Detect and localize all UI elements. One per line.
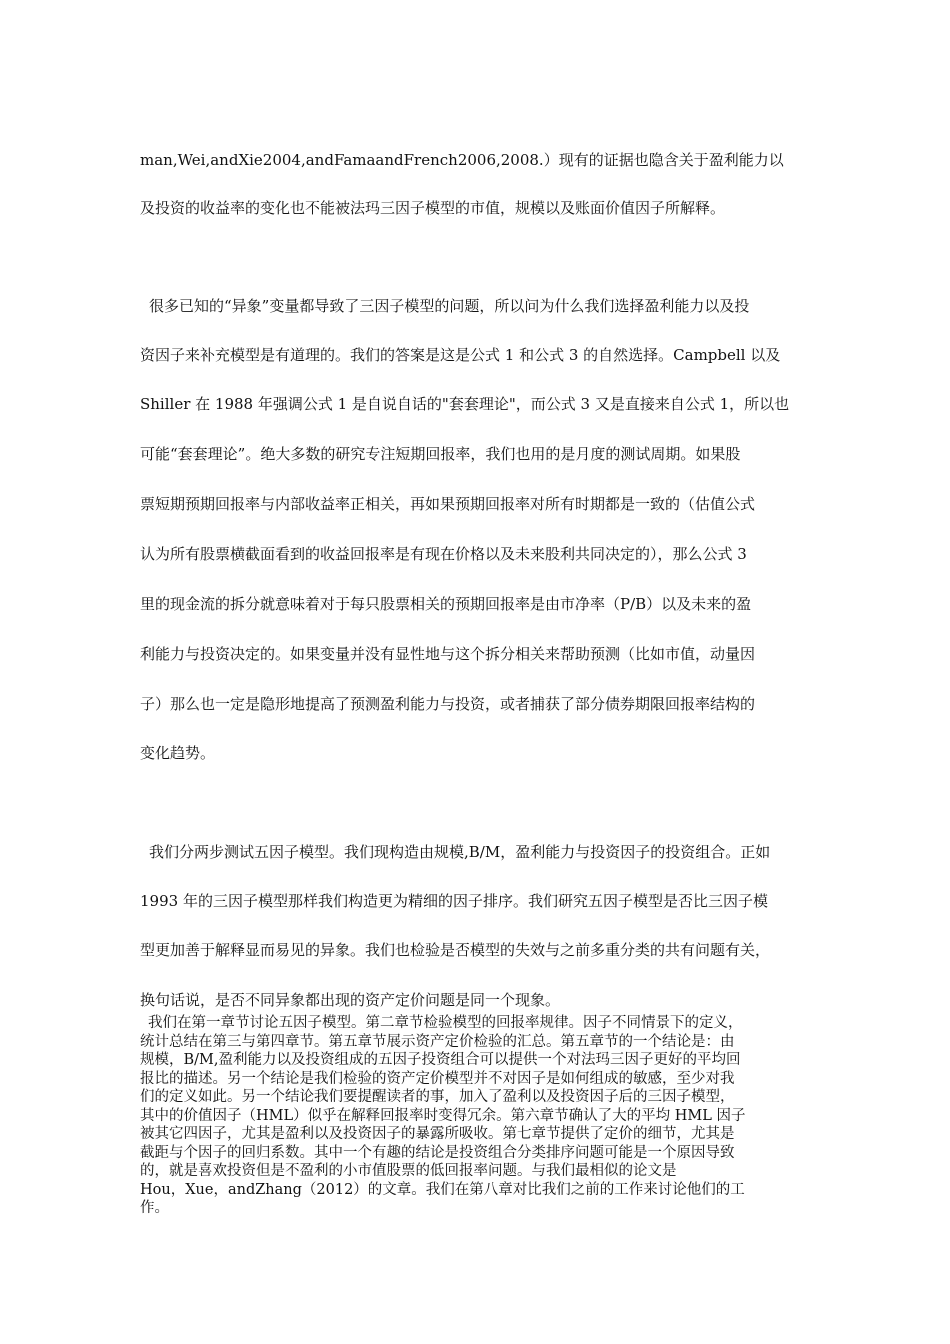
p3-line-4: 换句话说，是否不同异象都出现的资产定价问题是同一个现象。 [140,991,561,1009]
p4-line-9: 的，就是喜欢投资但是不盈利的小市值股票的低回报率问题。与我们最相似的论文是 [140,1163,677,1179]
p4-line-11: 作。 [140,1200,169,1216]
p4-line-6: 其中的价值因子（HML）似乎在解释回报率时变得冗余。第六章节确认了大的平均 HML 因子 [140,1107,746,1124]
p4-line-4: 报比的描述。另一个结论是我们检验的资产定价模型并不对因子是如何组成的敏感，至少对我 [140,1070,735,1087]
p2-line-10: 变化趋势。 [140,744,216,762]
p3-line-3: 型更加善于解释显而易见的异象。我们也检验是否模型的失效与之前多重分类的共有问题有关， [140,941,771,959]
p2-line-8: 利能力与投资决定的。如果变量并没有显性地与这个拆分相关来帮助预测（比如市值，动量因 [140,645,756,663]
p2-line-9: 子）那么也一定是隐形地提高了预测盈利能力与投资，或者捕获了部分债券期限回报率结构的 [140,695,756,713]
p2-line-1: 很多已知的“异象”变量都导致了三因子模型的问题，所以问为什么我们选择盈利能力以及投 [149,297,750,315]
p1-line-2: 及投资的收益率的变化也不能被法玛三因子模型的市值，规模以及账面价值因子所解释。 [140,199,726,217]
p2-line-7: 里的现金流的拆分就意味着对于每只股票相关的预期回报率是由市净率（P/B）以及未来的盈 [140,595,752,613]
p4-line-1: 我们在第一章节讨论五因子模型。第二章节检验模型的回报率规律。因子不同情景下的定义， [148,1015,743,1031]
p2-line-2: 资因子来补充模型是有道理的。我们的答案是这是公式 1 和公式 3 的自然选择。Campbell 以及 [140,346,781,364]
p2-line-6: 认为所有股票横截面看到的收益回报率是有现在价格以及未来股利共同决定的），那么公式 3 [140,545,747,563]
p4-block [140,1014,812,1218]
p2-line-3: Shiller 在 1988 年强调公式 1 是自说自话的"套套理论"，而公式 3 又是直接来自公式 1，所以也 [140,395,790,413]
p2-line-4: 可能“套套理论”。绝大多数的研究专注短期回报率，我们也用的是月度的测试周期。如果股 [140,445,741,463]
p4-line-3: 规模，B/M,盈利能力以及投资组成的五因子投资组合可以提供一个对法玛三因子更好的平均回 [140,1052,741,1068]
p4-line-2: 统计总结在第三与第四章节。第五章节展示资产定价检验的汇总。第五章节的一个结论是：由 [140,1033,735,1050]
p2-line-5: 票短期预期回报率与内部收益率正相关，再如果预期回报率对所有时期都是一致的（估值公式 [140,495,756,513]
p4-line-8: 截距与个因子的回归系数。其中一个有趣的结论是投资组合分类排序问题可能是一个原因导致 [140,1144,735,1161]
p3-line-1: 我们分两步测试五因子模型。我们现构造由规模,B/M，盈利能力与投资因子的投资组合。正如 [149,843,771,861]
p4-line-7: 被其它四因子，尤其是盈利以及投资因子的暴露所吸收。第七章节提供了定价的细节，尤其是 [140,1126,735,1142]
p4-line-10: Hou，Xue，andZhang（2012）的文章。我们在第八章对比我们之前的工作来讨论他们的工 [140,1181,745,1198]
p4-line-5: 们的定义如此。另一个结论我们要提醒读者的事，加入了盈利以及投资因子后的三因子模型， [140,1089,735,1105]
p3-line-2: 1993 年的三因子模型那样我们构造更为精细的因子排序。我们研究五因子模型是否比三因子模 [140,892,768,910]
p1-line-1: man,Wei,andXie2004,andFamaandFrench2006,2008.）现有的证据也隐含关于盈利能力以 [140,151,784,169]
